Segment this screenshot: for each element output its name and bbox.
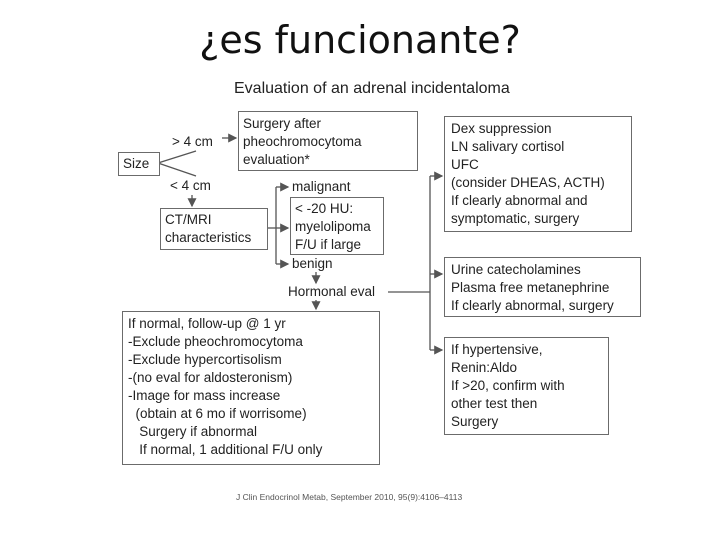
hormonal-eval-label: Hormonal eval (288, 284, 376, 299)
dex-box: Dex suppression LN salivary cortisol UFC (consider DHEAS, ACTH) If clearly abnormal and symptomatic, surgery (444, 116, 632, 232)
followup-box: If normal, follow-up @ 1 yr -Exclude pheochromocytoma -Exclude hypercortisolism -(no eval for aldosteronism) -Image for mass increase (obtain at 6 mo if worrisome) Surgery if abnormal If normal, 1 additional F/U only (122, 311, 380, 465)
figure-title: Evaluation of an adrenal incidentaloma (234, 80, 510, 97)
size-gt4-line (158, 151, 196, 163)
gt4-label: > 4 cm (172, 134, 213, 149)
malignant-label: malignant (292, 179, 351, 194)
slide-title: ¿es funcionante? (199, 18, 521, 62)
size-box (118, 152, 160, 176)
lt4-label: < 4 cm (170, 178, 211, 193)
benign-label: benign (292, 256, 333, 271)
size-lt4-line (158, 163, 196, 176)
urine-box: Urine catecholamines Plasma free metanephrine If clearly abnormal, surgery (444, 257, 641, 317)
ctmri-box: CT/MRI characteristics (160, 208, 268, 250)
hu-box: < -20 HU: myelolipoma F/U if large (290, 197, 384, 255)
hypertensive-box: If hypertensive, Renin:Aldo If >20, confirm with other test then Surgery (444, 337, 609, 435)
surgery-box: Surgery after pheochromocytoma evaluation* (238, 111, 418, 171)
citation: J Clin Endocrinol Metab, September 2010, 95(9):4106–4113 (236, 492, 463, 502)
size-label: Size (123, 156, 150, 171)
